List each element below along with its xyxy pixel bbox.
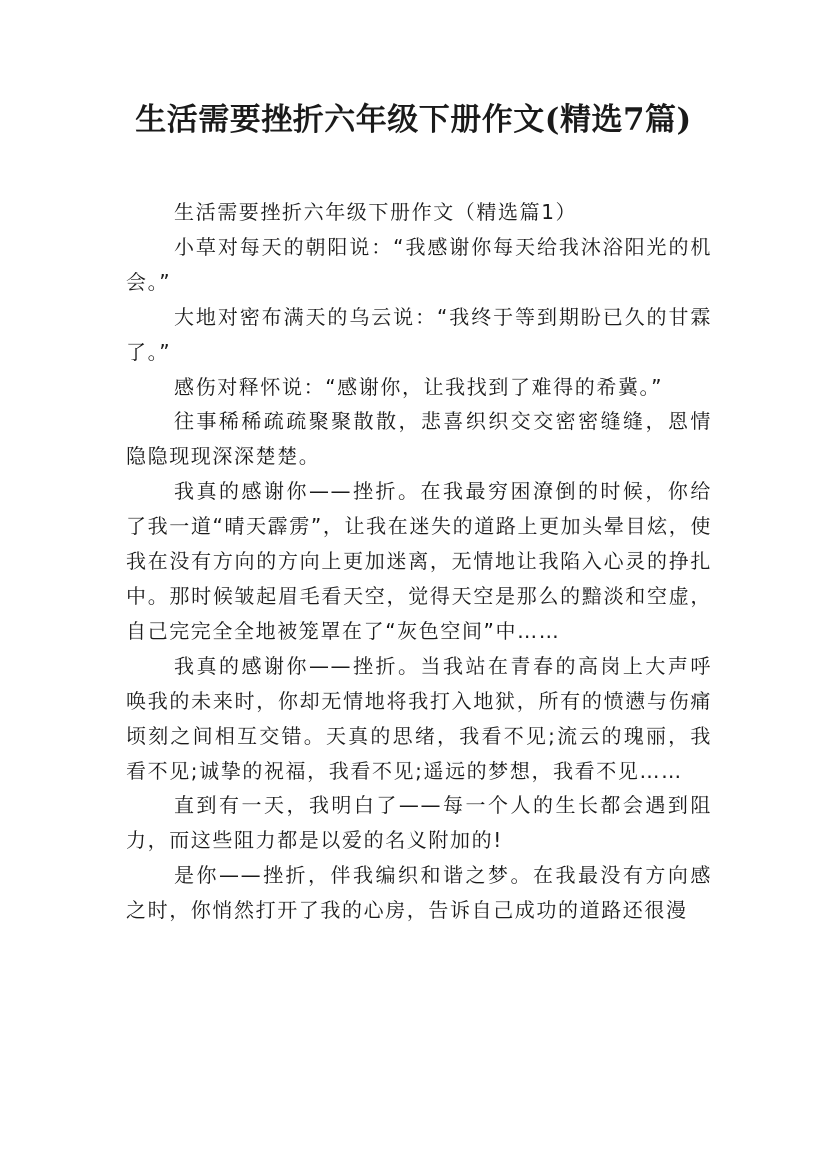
paragraph: 小草对每天的朝阳说：“我感谢你每天给我沐浴阳光的机会。” bbox=[126, 234, 712, 294]
paragraph: 大地对密布满天的乌云说：“我终于等到期盼已久的甘霖了。” bbox=[126, 304, 712, 364]
document-body bbox=[126, 195, 712, 928]
paragraph: 我真的感谢你——挫折。当我站在青春的高岗上大声呼唤我的未来时，你却无情地将我打入地狱，所有的愤懑与伤痛顷刻之间相互交错。天真的思绪，我看不见;流云的瑰丽，我看不见;诚挚的祝福，我看不见;遥远的梦想，我看不见…… bbox=[126, 653, 712, 783]
paragraph: 我真的感谢你——挫折。在我最穷困潦倒的时候，你给了我一道“晴天霹雳”，让我在迷失的道路上更加头晕目炫，使我在没有方向的方向上更加迷离，无情地让我陷入心灵的挣扎中。那时候皱起眉毛看天空，觉得天空是那么的黯淡和空虚，自己完完全全地被笼罩在了“灰色空间”中…… bbox=[126, 479, 712, 643]
paragraph: 感伤对释怀说：“感谢你，让我找到了难得的希冀。” bbox=[174, 374, 664, 399]
paragraph: 直到有一天，我明白了——每一个人的生长都会遇到阻力，而这些阻力都是以爱的名义附加的! bbox=[126, 793, 712, 853]
paragraph: 是你——挫折，伴我编织和谐之梦。在我最没有方向感之时，你悄然打开了我的心房，告诉自己成功的道路还很漫 bbox=[126, 863, 712, 923]
paragraph: 往事稀稀疏疏聚聚散散，悲喜织织交交密密缝缝，恩情隐隐现现深深楚楚。 bbox=[126, 409, 712, 469]
document-title: 生活需要挫折六年级下册作文(精选7篇) bbox=[135, 102, 692, 138]
section-heading: 生活需要挫折六年级下册作文（精选篇1） bbox=[174, 200, 578, 224]
